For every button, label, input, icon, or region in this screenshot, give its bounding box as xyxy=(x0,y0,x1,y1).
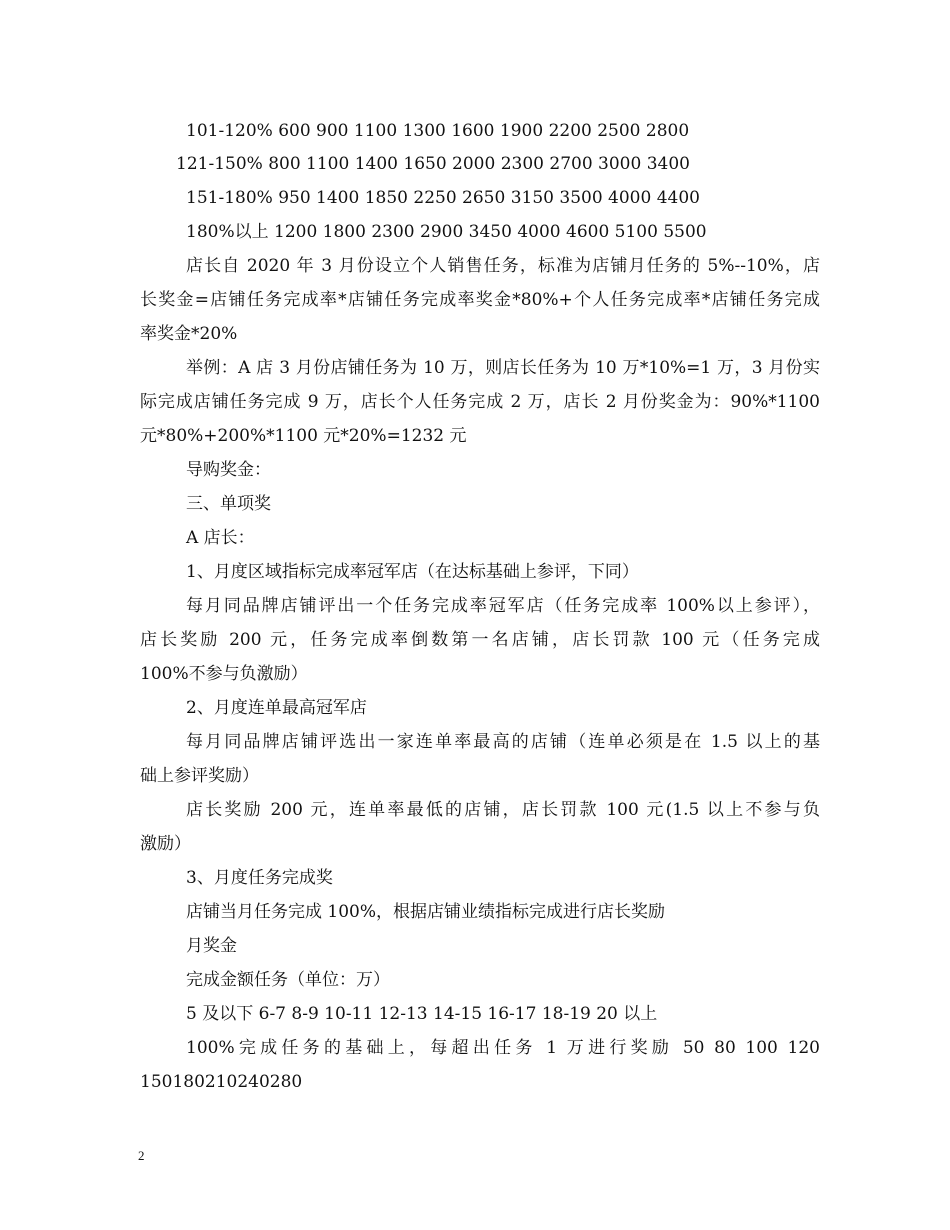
paragraph-task-completion: 店铺当月任务完成 100%，根据店铺业绩指标完成进行店长奖励 xyxy=(186,902,666,922)
paragraph-champion-cont: 店长奖励 200 元，任务完成率倒数第一名店铺，店长罚款 100 元（任务完成 xyxy=(140,630,820,650)
paragraph-joint-order-reward-end: 激励） xyxy=(140,834,191,854)
paragraph-manager-task: 店长自 2020 年 3 月份设立个人销售任务，标准为店铺月任务的 5%--10%，店 xyxy=(186,256,820,276)
heading-store-manager: A 店长： xyxy=(186,528,255,548)
paragraph-joint-order: 每月同品牌店铺评选出一家连单率最高的店铺（连单必须是在 1.5 以上的基 xyxy=(186,732,820,752)
heading-sales-bonus: 导购奖金： xyxy=(186,460,271,480)
paragraph-champion: 每月同品牌店铺评出一个任务完成率冠军店（任务完成率 100%以上参评）， xyxy=(186,596,820,616)
paragraph-manager-task-end: 率奖金*20% xyxy=(140,324,238,344)
paragraph-excess-reward: 100%完成任务的基础上，每超出任务 1 万进行奖励 50 80 100 120 xyxy=(186,1038,820,1058)
paragraph-joint-order-reward: 店长奖励 200 元，连单率最低的店铺，店长罚款 100 元(1.5 以上不参与负 xyxy=(186,800,820,820)
paragraph-joint-order-end: 础上参评奖励） xyxy=(140,766,259,786)
paragraph-example-cont: 际完成店铺任务完成 9 万，店长个人任务完成 2 万，店长 2 月份奖金为：90%*1100 xyxy=(140,392,820,412)
paragraph-example-end: 元*80%+200%*1100 元*20%=1232 元 xyxy=(140,426,467,446)
heading-single-award: 三、单项奖 xyxy=(186,494,271,514)
table-row-amount-ranges: 5 及以下 6-7 8-9 10-11 12-13 14-15 16-17 18-19 20 以上 xyxy=(186,1004,658,1024)
paragraph-example: 举例：A 店 3 月份店铺任务为 10 万，则店长任务为 10 万*10%=1 万，3 月份实 xyxy=(186,358,820,378)
heading-joint-order: 2、月度连单最高冠军店 xyxy=(186,698,367,718)
table-row-121-150: 121-150% 800 1100 1400 1650 2000 2300 2700 3000 3400 xyxy=(176,154,690,174)
paragraph-manager-task-cont: 长奖金=店铺任务完成率*店铺任务完成率奖金*80%+个人任务完成率*店铺任务完成 xyxy=(140,290,820,310)
heading-monthly-champion: 1、月度区域指标完成率冠军店（在达标基础上参评，下同） xyxy=(186,562,639,582)
label-completion-amount: 完成金额任务（单位：万） xyxy=(186,970,390,990)
table-row-151-180: 151-180% 950 1400 1850 2250 2650 3150 3500 4000 4400 xyxy=(186,188,700,208)
table-row-101-120: 101-120% 600 900 1100 1300 1600 1900 2200 2500 2800 xyxy=(186,121,690,141)
label-monthly-bonus: 月奖金 xyxy=(186,936,237,956)
page-number: 2 xyxy=(138,1148,145,1163)
heading-task-completion: 3、月度任务完成奖 xyxy=(186,868,333,888)
table-row-180-plus: 180%以上 1200 1800 2300 2900 3450 4000 4600 5100 5500 xyxy=(186,222,707,242)
paragraph-champion-end: 100%不参与负激励） xyxy=(140,664,308,684)
paragraph-excess-reward-values: 150180210240280 xyxy=(140,1072,303,1092)
